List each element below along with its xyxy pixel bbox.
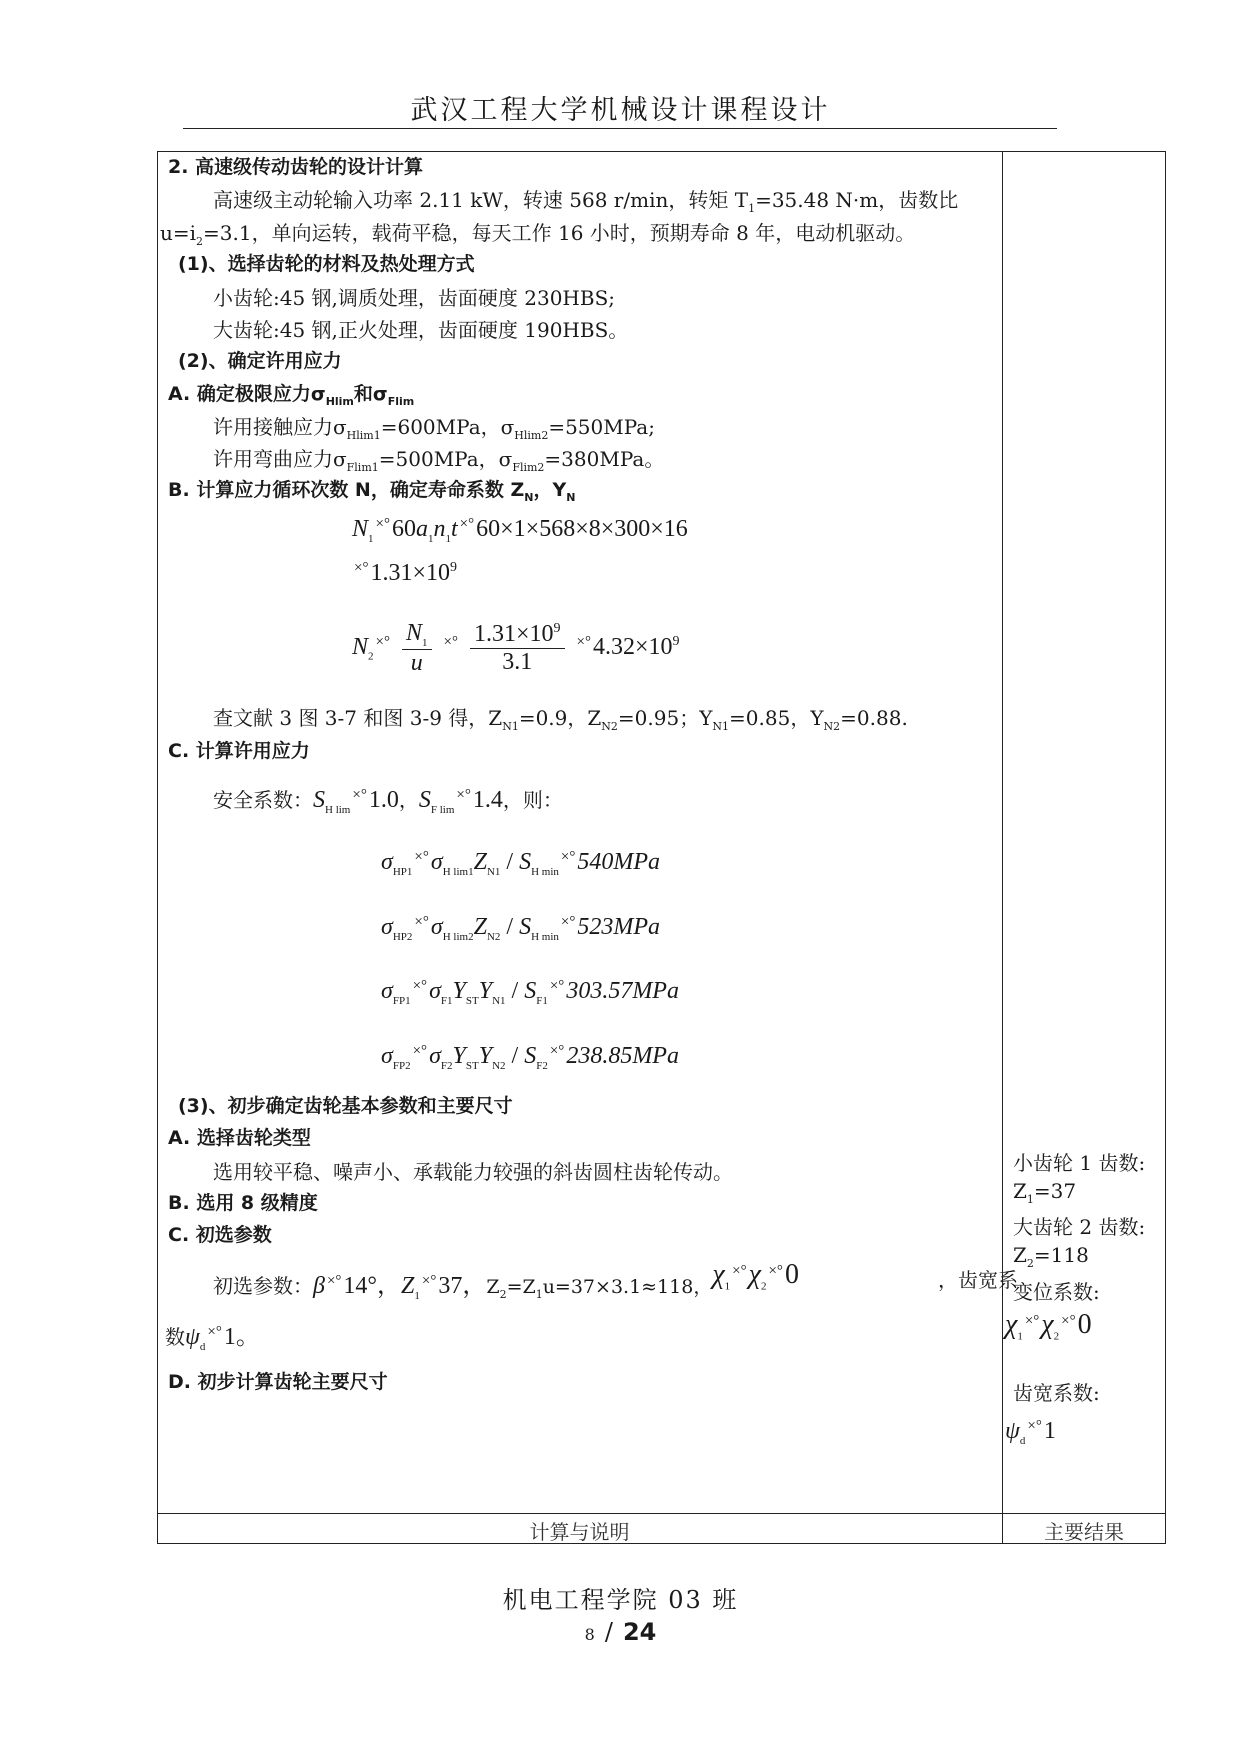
small-gear-material: 小齿轮:45 钢,调质处理，齿面硬度 230HBS; (213, 286, 616, 310)
step-3b-title: B. 选用 8 级精度 (168, 1192, 318, 1214)
intro-line-2: $u=i_2=3.1$，单向运转，载荷平稳，每天工作 16 小时，预期寿命 8 年，电动机驱动。 (160, 221, 916, 248)
safety-factor-line: 安全系数：$S_{H lim}^{\times^\circ}1.0$，$S_{F lim}^{\times^\circ}1.4$，则： (213, 787, 563, 816)
step-c-title: C. 计算许用应力 (168, 740, 310, 762)
subsection-1-heading: (1)、选择齿轮的材料及热处理方式 (178, 253, 475, 275)
column-divider (1002, 151, 1003, 1544)
cycles-equation-n1-result: $^{\times^\circ}1.31\times 10^9$ (354, 560, 458, 586)
step-3c-title: C. 初选参数 (168, 1224, 272, 1246)
subsection-3-heading: (3)、初步确定齿轮基本参数和主要尺寸 (178, 1095, 513, 1117)
allowable-bending-stress-1: $\sigma_{FP1}^{\times^\circ}\sigma_{F1}Y_{ST}Y_{N1} / S_{F1}^{\times^\circ}303.57MPa$ (381, 978, 679, 1007)
cycles-equation-n2: $N_2^{\times^\circ}$ $\frac{N_1}{u}$ ×° $\frac{1.31\times 10^9}{3.1}$ $^{\times^\circ}4.32\times 10^9$ (352, 620, 680, 676)
allowable-bending-stress-2: $\sigma_{FP2}^{\times^\circ}\sigma_{F2}Y_{ST}Y_{N2} / S_{F2}^{\times^\circ}238.85MPa$ (381, 1043, 679, 1072)
header-rule (183, 128, 1057, 129)
total-pages: 24 (622, 1618, 657, 1646)
life-factor-lookup: 查文献 3 图 3-7 和图 3-9 得，$Z_{N1}=0.9$，$Z_{N2}=0.95$；$Y_{N1}=0.85$，$Y_{N2}=0.88$. (213, 706, 908, 733)
face-width-line: 数$\psi_d^{\times^\circ}1$。 (165, 1324, 260, 1353)
page-number (0, 1618, 1241, 1646)
allowable-contact-stress-1: $\sigma_{HP1}^{\times^\circ}\sigma_{H lim1}Z_{N1} / S_{H min}^{\times^\circ}540MPa$ (381, 849, 661, 878)
result-z2-value: $Z_2=118$ (1013, 1243, 1089, 1270)
section-heading: 2. 高速级传动齿轮的设计计算 (168, 156, 424, 178)
column-label-calculation: 计算与说明 (529, 1520, 630, 1544)
step-a-title: A. 确定极限应力$\sigma_{Hlim}$和$\sigma_{Flim}$ (168, 383, 415, 408)
step-3d-title: D. 初步计算齿轮主要尺寸 (168, 1371, 388, 1393)
result-z2-label: 大齿轮 2 齿数: (1013, 1215, 1146, 1239)
current-page: 8 (584, 1625, 595, 1644)
allowable-contact-stress-2: $\sigma_{HP2}^{\times^\circ}\sigma_{H lim2}Z_{N2} / S_{H min}^{\times^\circ}523MPa$ (381, 914, 661, 943)
fraction-n1-over-u: $\frac{N_1}{u}$ (402, 620, 432, 677)
result-z1-label: 小齿轮 1 齿数: (1013, 1151, 1146, 1175)
initial-parameters-line: 初选参数：β ×°14°，$Z_1^{\times^\circ}37$，$Z_2=Z_1u=37\times 3.1\approx 118$，$\chi_1^{\times^\circ}\chi_2^{\times^\circ}0$ (213, 1259, 799, 1302)
contact-stress-line: 许用接触应力$\sigma_{Hlim1}=600MPa$，$\sigma_{Hlim2}=550MPa$; (213, 415, 655, 442)
subsection-2-heading: (2)、确定许用应力 (178, 350, 342, 372)
step-3a-title: A. 选择齿轮类型 (168, 1127, 311, 1149)
table-footer-divider (157, 1513, 1166, 1514)
footer-school: 机电工程学院 03 班 (502, 1586, 739, 1614)
intro-line-1: 高速级主动轮输入功率 2.11 kW，转速 568 r/min，转矩 $T_1=35.48$ N·m，齿数比 (213, 188, 959, 215)
result-width-label: 齿宽系数: (1013, 1381, 1100, 1405)
cycles-equation-n1: $N_1^{\times^\circ}60a_1n_1t$ ×°60×1×568×8×300×16 (352, 516, 688, 545)
result-shift-value: $\chi_1^{\times^\circ}\chi_2^{\times^\circ}0$ (1005, 1309, 1092, 1343)
gear-type-description: 选用较平稳、噪声小、承载能力较强的斜齿圆柱齿轮传动。 (213, 1160, 733, 1184)
step-b-title: B. 计算应力循环次数 N，确定寿命系数 $Z_N$，$Y_N$ (168, 479, 576, 504)
page-separator: / (604, 1618, 613, 1646)
result-shift-label: 变位系数: (1013, 1280, 1100, 1304)
fraction-value: $\frac{1.31\times 10^9}{3.1}$ (470, 621, 565, 676)
document-header-title: 武汉工程大学机械设计课程设计 (410, 95, 831, 126)
large-gear-material: 大齿轮:45 钢,正火处理，齿面硬度 190HBS。 (213, 318, 629, 342)
result-z1-value: $Z_1=37$ (1013, 1179, 1077, 1206)
result-width-value: $\psi_d^{\times^\circ}1$ (1005, 1418, 1056, 1447)
bending-stress-line: 许用弯曲应力$\sigma_{Flim1}=500MPa$，$\sigma_{Flim2}=380MPa$。 (213, 447, 665, 474)
face-width-coefficient-lead: ，齿宽系 (938, 1268, 1018, 1292)
column-label-results: 主要结果 (1044, 1520, 1124, 1544)
